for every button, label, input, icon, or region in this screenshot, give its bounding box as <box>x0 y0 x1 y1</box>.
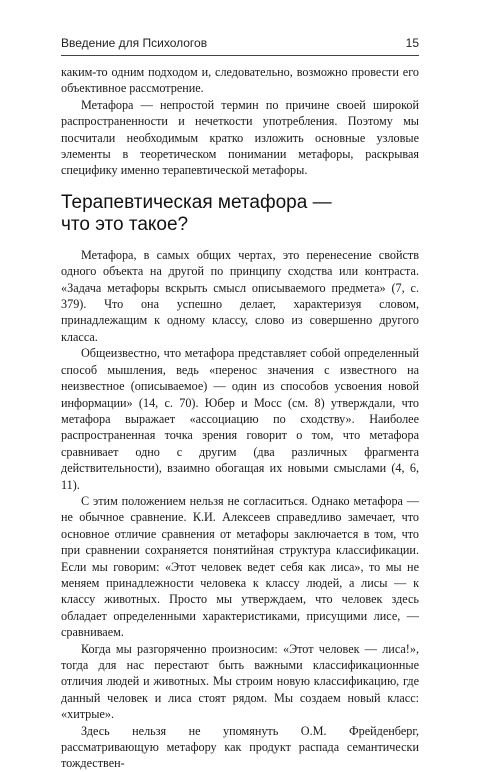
paragraph: Метафора, в самых общих чертах, это перенесение свойств одного объекта на другой по принципу сходства или контраста. «Задача метафоры вскрыть смысл описываемого предмета» (7, с. 379). Что она успешно делает, характеризуя словом, принадлежащим к одному классу, слово из совершенно другого класса. <box>61 247 419 344</box>
paragraph: Метафора — непростой термин по причине своей широкой распространенности и нечеткости употребления. Поэтому мы посчитали необходимым кратко изложить основные узловые элементы в теоретическом понимании метафоры, раскрывая специфику именно терапевтической метафоры. <box>61 97 419 178</box>
section-heading-line: Терапевтическая метафора — <box>61 191 332 213</box>
running-header <box>61 36 419 50</box>
header-rule <box>61 55 419 56</box>
paragraph: С этим положением нельзя не согласиться. Однако метафора — не обычное сравнение. К.И. Алексеев справедливо замечает, что основное отличие сравнения от метафоры заключается в том, что при сравнении сохраняется понятийная структура классификации. Если мы говорим: «Этот человек ведет себя как лиса», то мы не меняем принадлежности человека к классу людей, а лисы — к классу животных. Просто мы утверждаем, что человек здесь обладает определенными характеристиками, присущими лисе, — сравниваем. <box>61 493 419 640</box>
paragraph: Когда мы разгоряченно произносим: «Этот человек — лиса!», тогда для нас перестают быть важными классификационные отличия людей и животных. Мы строим новую классификацию, где данный человек и лиса стоят рядом. Мы создаем новый класс: «хитрые». <box>61 641 419 722</box>
paragraph: Общеизвестно, что метафора представляет собой определенный способ мышления, ведь «перенос значения с известного на неизвестное (описываемое) — один из способов усвоения новой информации» (14, с. 70). Юбер и Мосс (см. 8) утверждали, что метафора выражает «ассоциацию по сходству». Наиболее распространенная точка зрения говорит о том, что метафора сравнивает одно с другим (два различных фрагмента действительности), взаимно обогащая их новыми смыслами (4, 6, 11). <box>61 346 419 492</box>
paragraph-continued: каким-то одним подходом и, следовательно, возможно провести его объективное рассмотрение. <box>61 65 419 96</box>
page-body <box>61 64 419 772</box>
section-heading <box>61 192 419 236</box>
paragraph: Здесь нельзя не упомянуть О.М. Фрейденберг, рассматривающую метафору как продукт распада семантически тождествен- <box>61 723 419 771</box>
section-heading-line: что это такое? <box>61 213 189 235</box>
running-title: Введение для Психологов <box>61 36 208 50</box>
page-number: 15 <box>405 36 419 50</box>
